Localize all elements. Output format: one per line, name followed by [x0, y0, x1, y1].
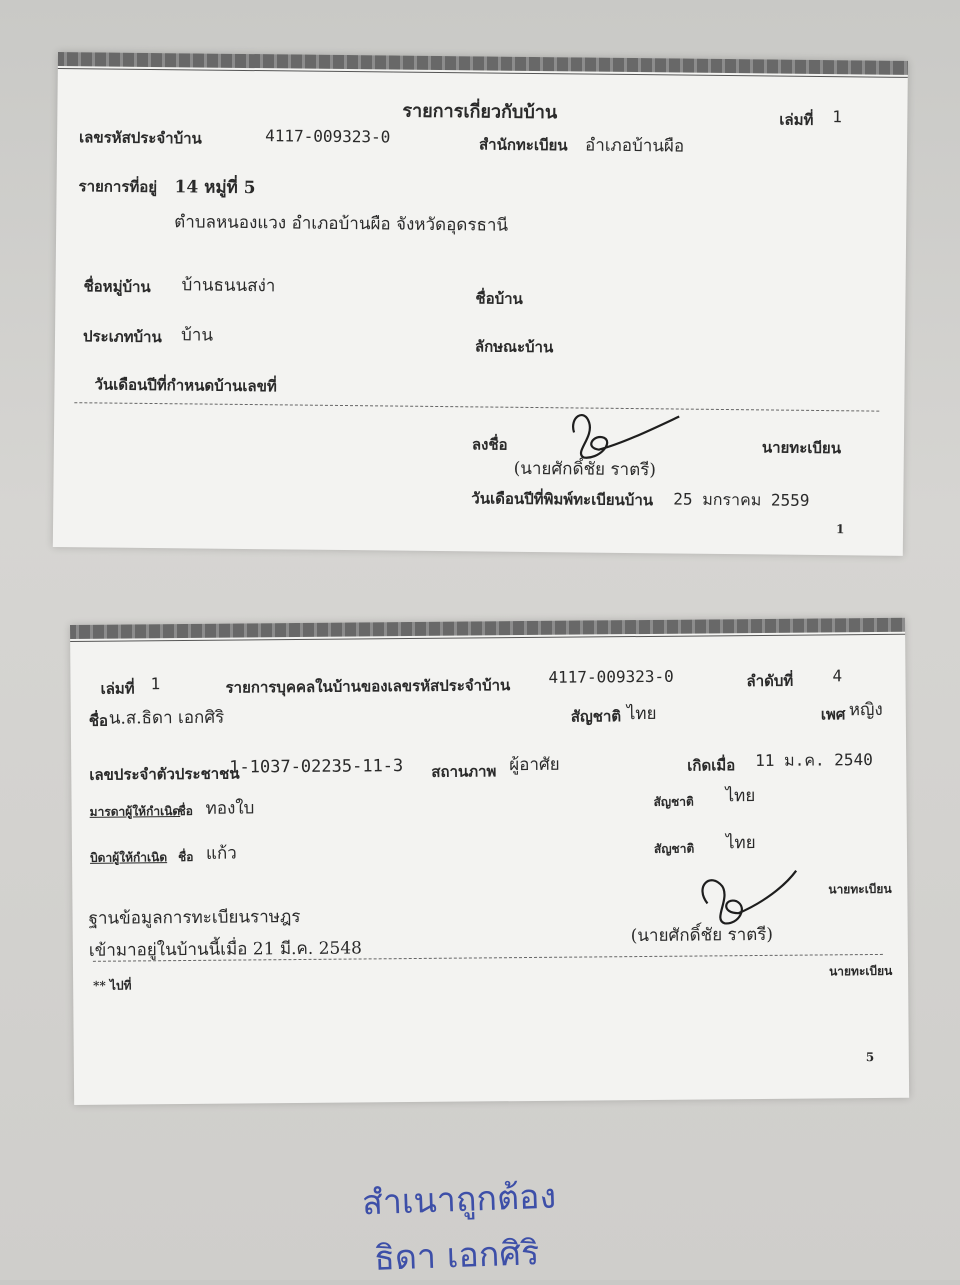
volume-value: 1: [832, 107, 843, 127]
sex-label: เพศ: [820, 705, 846, 724]
mother-nat-value: ไทย: [725, 786, 756, 807]
registrar-label-bottom: นายทะเบียน: [828, 963, 893, 979]
house-code-label: เลขรหัสประจำบ้าน: [79, 128, 202, 148]
mother-name-label: ชื่อ: [177, 803, 194, 819]
nationality-label: สัญชาติ: [570, 707, 622, 726]
registrar-label-top: นายทะเบียน: [828, 881, 892, 897]
registrar-label: นายทะเบียน: [761, 438, 842, 458]
signature-icon: [672, 841, 813, 932]
father-nat-value: ไทย: [725, 833, 756, 854]
registry-office-value: อำเภอบ้านผือ: [584, 135, 685, 157]
village-label: ชื่อหมู่บ้าน: [83, 277, 151, 296]
nationality-value: ไทย: [626, 703, 657, 725]
birth-label: เกิดเมื่อ: [687, 756, 736, 775]
birth-value: 11 ม.ค. 2540: [755, 750, 873, 771]
status-value: ผู้อาศัย: [509, 754, 560, 776]
mother-value: ทองใบ: [205, 798, 255, 819]
registrar-name: (นายศักดิ์ชัย ราตรี): [630, 924, 774, 947]
father-nat-label: สัญชาติ: [653, 841, 695, 856]
address-label: รายการที่อยู่: [78, 177, 158, 197]
dotted-divider: [74, 402, 879, 411]
sign-label: ลงชื่อ: [471, 435, 508, 454]
house-name-label: ชื่อบ้าน: [475, 289, 523, 308]
status-label: สถานภาพ: [431, 762, 497, 781]
id-value: 1-1037-02235-11-3: [229, 756, 404, 778]
name-label: ชื่อ: [88, 711, 109, 730]
signature-icon: [544, 387, 685, 468]
house-code-value: 4117-009323-0: [265, 126, 391, 147]
page-number: 5: [865, 1049, 875, 1065]
print-date-value: 25 มกราคม 2559: [673, 489, 810, 510]
house-char-label: ลักษณะบ้าน: [474, 337, 554, 357]
father-label: บิดาผู้ให้กำเนิด: [89, 850, 168, 865]
house-info-card: [53, 52, 908, 556]
house-type-label: ประเภทบ้าน: [82, 327, 162, 347]
assign-date-label: วันเดือนปีที่กำหนดบ้านเลขที่: [94, 375, 277, 396]
moved-in-line: เข้ามาอยู่ในบ้านนี้เมื่อ 21 มี.ค. 2548: [88, 938, 363, 961]
moved-to-label: ** ไปที่: [93, 978, 132, 993]
print-date-label: วันเดือนปีที่พิมพ์ทะเบียนบ้าน: [471, 489, 654, 510]
mother-label: มารดาผู้ให้กำเนิด: [89, 804, 181, 819]
card-title: รายการบุคคลในบ้านของเลขรหัสประจำบ้าน: [225, 676, 511, 697]
father-name-label: ชื่อ: [177, 849, 194, 865]
mother-nat-label: สัญชาติ: [653, 794, 694, 809]
id-label: เลขประจำตัวประชาชน: [89, 764, 240, 784]
order-value: 4: [832, 666, 843, 686]
source-line: ฐานข้อมูลการทะเบียนราษฎร: [88, 907, 301, 929]
address-line2: ตำบลหนองแวง อำเภอบ้านผือ จังหวัดอุดรธานี: [174, 212, 509, 236]
name-value: น.ส.ธิดา เอกศิริ: [108, 707, 225, 729]
registrar-name: (นายศักดิ์ชัย ราตรี): [513, 458, 657, 481]
page-number: 1: [835, 522, 845, 537]
volume-value: 1: [150, 674, 161, 694]
card-title: รายการเกี่ยวกับบ้าน: [402, 100, 558, 124]
sex-value: หญิง: [848, 699, 883, 721]
address-value: 14 หมู่ที่ 5: [174, 177, 256, 199]
volume-label: เล่มที่: [100, 679, 135, 698]
order-label: ลำดับที่: [746, 671, 794, 691]
volume-label: เล่มที่: [779, 110, 814, 129]
house-code-value: 4117-009323-0: [548, 666, 674, 687]
registry-office-label: สำนักทะเบียน: [478, 135, 568, 155]
handwritten-certification: สำเนาถูกต้อง: [361, 1176, 557, 1224]
handwritten-signature-name: ธิดา เอกศิริ: [373, 1233, 540, 1279]
house-type-value: บ้าน: [180, 325, 214, 346]
person-info-card: [70, 618, 909, 1105]
village-value: บ้านธนนสง่า: [181, 275, 276, 297]
father-value: แก้ว: [205, 843, 237, 864]
